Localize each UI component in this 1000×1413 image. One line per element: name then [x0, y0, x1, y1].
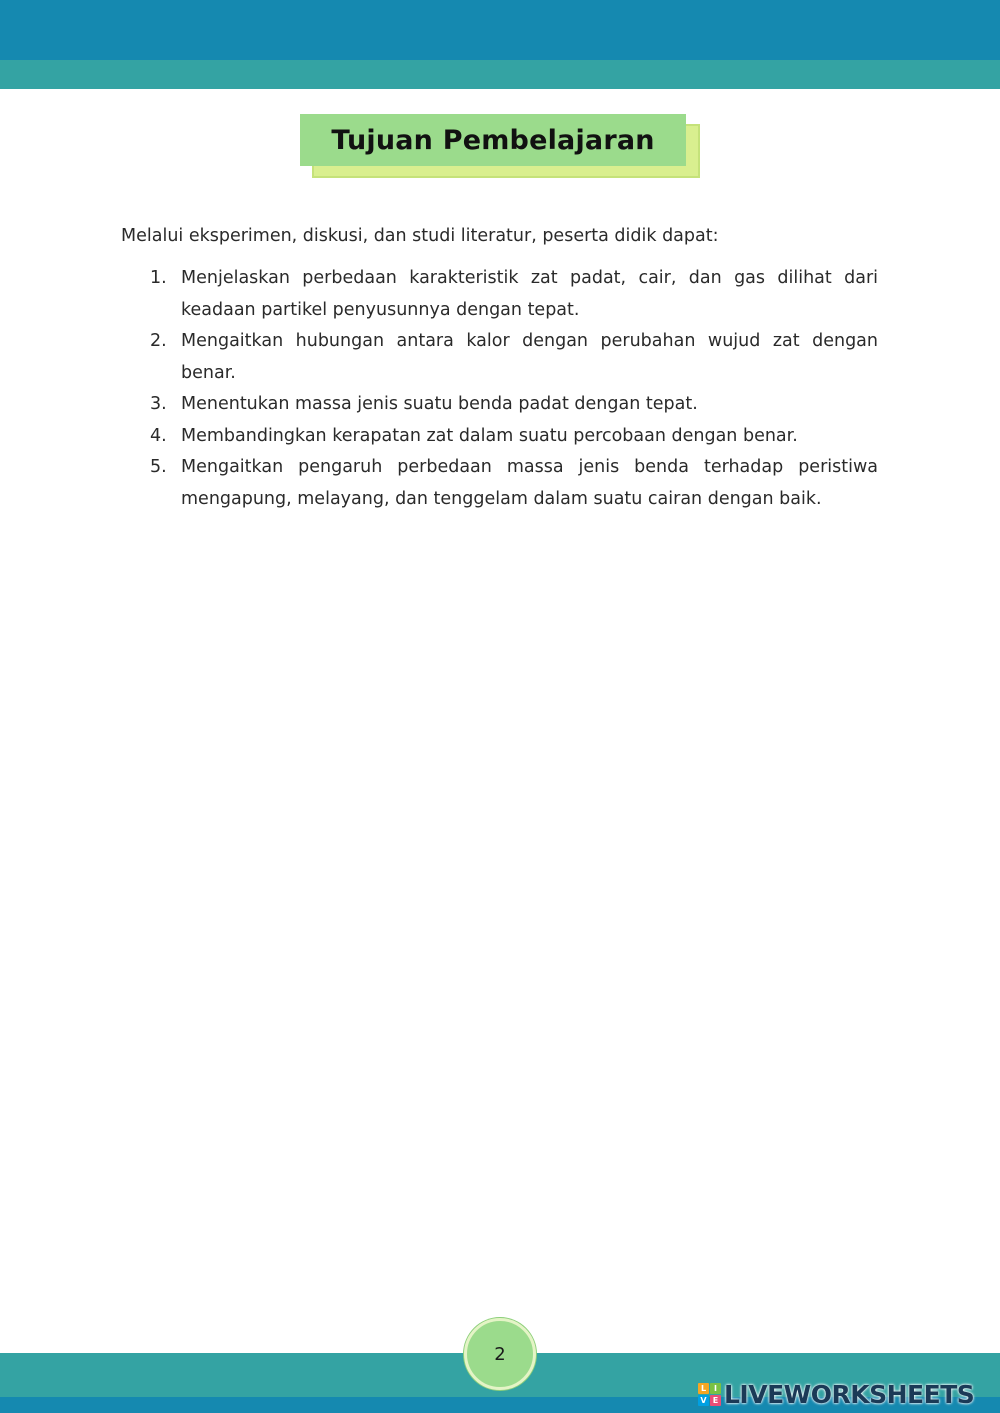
liveworksheets-icon [698, 1383, 721, 1406]
list-item-number: 4. [150, 425, 167, 446]
page-title: Tujuan Pembelajaran [331, 124, 655, 156]
objectives-list [121, 263, 878, 515]
logo-letter-v: V [698, 1395, 709, 1406]
list-item-text: Membandingkan kerapatan zat dalam suatu percobaan dengan benar. [181, 425, 798, 446]
intro-paragraph: Melalui eksperimen, diskusi, dan studi literatur, peserta didik dapat: [121, 226, 719, 246]
page-number: 2 [494, 1343, 506, 1365]
list-item [121, 389, 878, 421]
list-item-number: 1. [150, 268, 167, 288]
list-item [121, 263, 878, 326]
page-number-badge [464, 1318, 536, 1390]
list-item-number: 2. [150, 331, 167, 351]
logo-letter-i: I [710, 1383, 721, 1394]
logo-letter-l: L [698, 1383, 709, 1394]
watermark-text: LIVEWORKSHEETS [724, 1379, 975, 1409]
list-item-text: Mengaitkan hubungan antara kalor dengan perubahan wujud zat dengan benar. [181, 331, 878, 383]
list-item [121, 326, 878, 389]
list-item [121, 452, 878, 515]
liveworksheets-logo[interactable] [698, 1378, 974, 1410]
logo-letter-e: E [710, 1395, 721, 1406]
list-item-text: Menentukan massa jenis suatu benda padat dengan tepat. [181, 394, 698, 414]
header-band-dark [0, 0, 1000, 60]
list-item [121, 421, 878, 453]
list-item-text: Menjelaskan perbedaan karakteristik zat padat, cair, dan gas dilihat dari keadaan partikel penyusunnya dengan tepat. [181, 268, 878, 320]
title-box [300, 114, 686, 166]
list-item-text: Mengaitkan pengaruh perbedaan massa jenis benda terhadap peristiwa mengapung, melayang, dan tenggelam dalam suatu cairan dengan baik. [181, 457, 878, 509]
list-item-number: 5. [150, 457, 167, 477]
list-item-number: 3. [150, 394, 167, 414]
header-band-light [0, 60, 1000, 89]
